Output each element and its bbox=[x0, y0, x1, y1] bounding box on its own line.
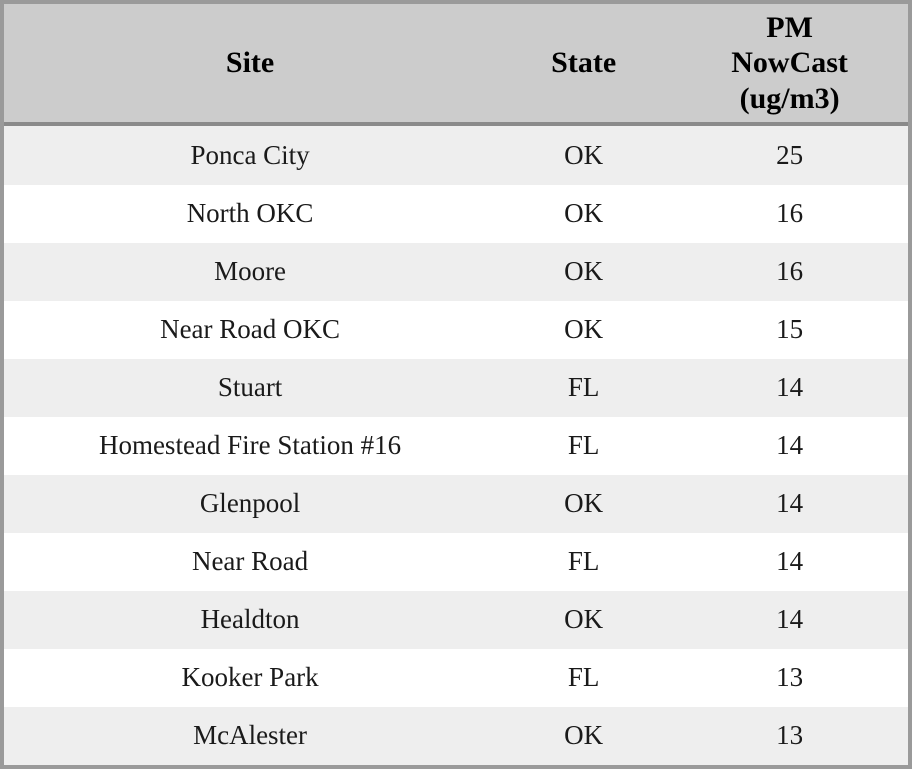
cell-value: 14 bbox=[776, 604, 804, 635]
cell-state: OK bbox=[564, 720, 604, 751]
table-row bbox=[4, 707, 908, 765]
column-header-pm-line-1: PM bbox=[766, 11, 813, 44]
cell-site: Glenpool bbox=[199, 488, 301, 519]
cell-site: Kooker Park bbox=[181, 662, 319, 693]
cell-site: Near Road bbox=[191, 546, 309, 577]
cell-state: OK bbox=[564, 488, 604, 519]
cell-state: FL bbox=[567, 430, 600, 461]
air-quality-table bbox=[4, 4, 908, 765]
cell-value: 15 bbox=[776, 314, 804, 345]
cell-value: 14 bbox=[776, 430, 804, 461]
cell-value: 13 bbox=[776, 720, 804, 751]
cell-state: OK bbox=[564, 256, 604, 287]
table-row bbox=[4, 591, 908, 649]
cell-site: Healdton bbox=[200, 604, 300, 635]
cell-site: Moore bbox=[214, 256, 287, 287]
cell-state: FL bbox=[567, 662, 600, 693]
cell-state: FL bbox=[567, 546, 600, 577]
column-header-site: Site bbox=[4, 4, 496, 124]
table-row bbox=[4, 533, 908, 591]
cell-state: FL bbox=[567, 372, 600, 403]
cell-state: OK bbox=[564, 604, 604, 635]
cell-value: 14 bbox=[776, 372, 804, 403]
table-row bbox=[4, 359, 908, 417]
cell-value: 16 bbox=[776, 256, 804, 287]
cell-site: Near Road OKC bbox=[160, 314, 341, 345]
column-header-pm-line-2: NowCast bbox=[731, 46, 848, 80]
table-row bbox=[4, 124, 908, 185]
cell-value: 25 bbox=[776, 140, 804, 171]
cell-site: Homestead Fire Station #16 bbox=[98, 430, 402, 461]
cell-state: OK bbox=[564, 314, 604, 345]
column-header-pm-nowcast bbox=[671, 4, 908, 124]
cell-value: 16 bbox=[776, 198, 804, 229]
cell-site: McAlester bbox=[193, 720, 308, 751]
table-row bbox=[4, 243, 908, 301]
cell-state: OK bbox=[564, 140, 604, 171]
table-body bbox=[4, 124, 908, 765]
table-header bbox=[4, 4, 908, 124]
table-row bbox=[4, 417, 908, 475]
cell-value: 13 bbox=[776, 662, 804, 693]
table-row bbox=[4, 475, 908, 533]
cell-site: Stuart bbox=[217, 372, 283, 403]
column-header-pm-line-3: (ug/m3) bbox=[739, 81, 840, 115]
cell-site: Ponca City bbox=[190, 140, 310, 171]
column-header-state: State bbox=[496, 4, 671, 124]
cell-value: 14 bbox=[776, 488, 804, 519]
table-row bbox=[4, 649, 908, 707]
table-row bbox=[4, 301, 908, 359]
cell-state: OK bbox=[564, 198, 604, 229]
table-row bbox=[4, 185, 908, 243]
cell-site: North OKC bbox=[186, 198, 314, 229]
table-header-row bbox=[4, 4, 908, 124]
cell-value: 14 bbox=[776, 546, 804, 577]
